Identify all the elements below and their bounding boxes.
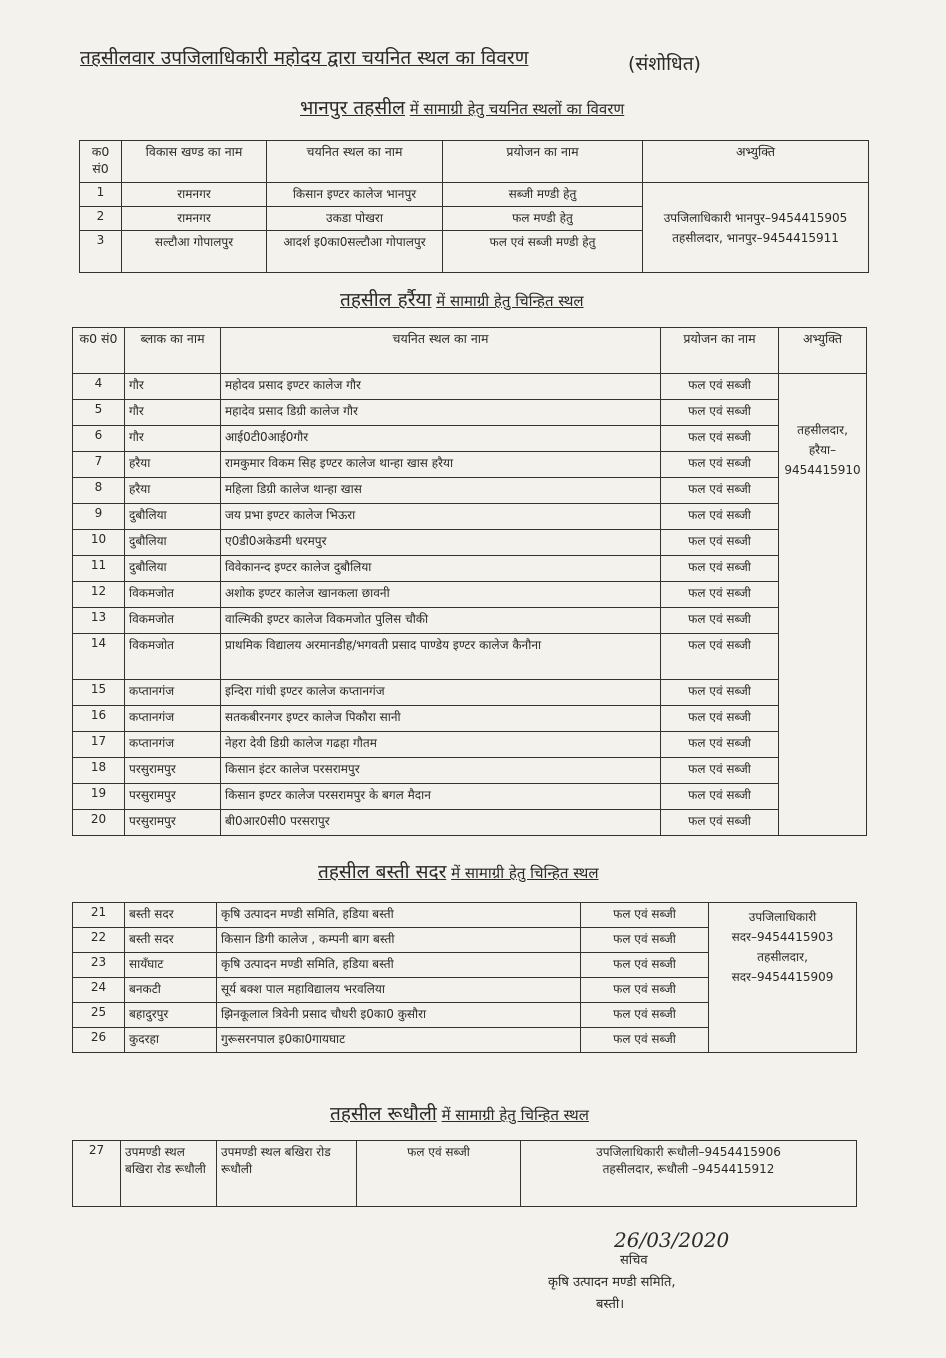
remarks-bhanpur: उपजिलाधिकारी भानपुर–9454415905 तहसीलदार, भानपुर–9454415911 [643, 183, 869, 273]
table-row: 9 दुबौलिया जय प्रभा इण्टर कालेज भिऊरा फल एवं सब्जी [73, 504, 867, 530]
table-row: 19 परसुरामपुर किसान इण्टर कालेज परसरामपुर के बगल मैदान फल एवं सब्जी [73, 784, 867, 810]
signature-org: कृषि उत्पादन मण्डी समिति, [548, 1275, 676, 1290]
table-row: 23 सायँघाट कृषि उत्पादन मण्डी समिति, हडिया बस्ती फल एवं सब्जी [73, 953, 857, 978]
table-row: 20 परसुरामपुर बी0आर0सी0 परसरापुर फल एवं सब्जी [73, 810, 867, 836]
section-title-harraiya: तहसील हर्रैया में सामाग्री हेतु चिन्हित स्थल [340, 289, 584, 311]
table-bhanpur [79, 140, 869, 273]
table-header-row: क0 सं0 विकास खण्ड का नाम चयनित स्थल का नाम प्रयोजन का नाम अभ्युक्ति [80, 141, 869, 183]
table-row: 7 हरैया रामकुमार विकम सिह इण्टर कालेज थान्हा खास हरैया फल एवं सब्जी [73, 452, 867, 478]
table-row: 5 गौर महादेव प्रसाद डिग्री कालेज गौर फल एवं सब्जी [73, 400, 867, 426]
table-row: 1 रामनगर किसान इण्टर कालेज भानपुर सब्जी मण्डी हेतु उपजिलाधिकारी भानपुर–9454415905 तहसीलदार, भानपुर–9454415911 [80, 183, 869, 207]
table-row: 22 बस्ती सदर किसान डिगी कालेज , कम्पनी बाग बस्ती फल एवं सब्जी [73, 928, 857, 953]
table-row: 16 कप्तानगंज सतकबीरनगर इण्टर कालेज पिकौरा सानी फल एवं सब्जी [73, 706, 867, 732]
table-row: 27 उपमण्डी स्थल बखिरा रोड रूधौली उपमण्डी स्थल बखिरा रोड रूधौली फल एवं सब्जी उपजिलाधिकारी रूधौली–9454415906 तहसीलदार, रूधौली –9454415912 [73, 1141, 857, 1207]
table-row: 8 हरैया महिला डिग्री कालेज थान्हा खास फल एवं सब्जी [73, 478, 867, 504]
table-row: 13 विकमजोत वाल्मिकी इण्टर कालेज विकमजोत पुलिस चौकी फल एवं सब्जी [73, 608, 867, 634]
revised-label: (संशोधित) [628, 53, 701, 75]
table-row: 24 बनकटी सूर्य बक्श पाल महाविद्यालय भरवलिया फल एवं सब्जी [73, 978, 857, 1003]
signature-place: बस्ती। [596, 1297, 625, 1312]
table-harraiya [72, 327, 867, 836]
table-row: 26 कुदरहा गुरूसरनपाल इ0का0गायघाट फल एवं सब्जी [73, 1028, 857, 1053]
remarks-rudhauli: उपजिलाधिकारी रूधौली–9454415906 तहसीलदार, रूधौली –9454415912 [521, 1141, 857, 1207]
table-row: 10 दुबौलिया ए0डी0अकेडमी धरमपुर फल एवं सब्जी [73, 530, 867, 556]
section-title-bhanpur: भानपुर तहसील में सामाग्री हेतु चयनित स्थलों का विवरण [300, 97, 625, 119]
table-basti [72, 902, 857, 1053]
table-row: 12 विकमजोत अशोक इण्टर कालेज खानकला छावनी फल एवं सब्जी [73, 582, 867, 608]
signature-designation: सचिव [620, 1253, 648, 1268]
table-row: 3 सल्टौआ गोपालपुर आदर्श इ0का0सल्टौआ गोपालपुर फल एवं सब्जी मण्डी हेतु [80, 231, 869, 273]
section-title-rudhauli: तहसील रूधौली में सामाग्री हेतु चिन्हित स्थल [330, 1103, 589, 1125]
table-row: 21 बस्ती सदर कृषि उत्पादन मण्डी समिति, हडिया बस्ती फल एवं सब्जी उपजिलाधिकारी सदर–9454415903 तहसीलदार, सदर–9454415909 [73, 903, 857, 928]
table-rudhauli [72, 1140, 857, 1207]
table-row: 4 गौर महोदव प्रसाद इण्टर कालेज गौर फल एवं सब्जी तहसीलदार, हरैया–9454415910 [73, 374, 867, 400]
table-row: 25 बहादुरपुर झिनकूलाल त्रिवेनी प्रसाद चौधरी इ0का0 कुसौरा फल एवं सब्जी [73, 1003, 857, 1028]
remarks-basti: उपजिलाधिकारी सदर–9454415903 तहसीलदार, सदर–9454415909 [709, 903, 857, 1053]
table-row: 6 गौर आई0टी0आई0गौर फल एवं सब्जी [73, 426, 867, 452]
table-header-row: क0 सं0 ब्लाक का नाम चयनित स्थल का नाम प्रयोजन का नाम अभ्युक्ति [73, 328, 867, 374]
table-row: 11 दुबौलिया विवेकानन्द इण्टर कालेज दुबौलिया फल एवं सब्जी [73, 556, 867, 582]
table-row: 2 रामनगर उकडा पोखरा फल मण्डी हेतु [80, 207, 869, 231]
remarks-harraiya: तहसीलदार, हरैया–9454415910 [779, 374, 867, 836]
section-title-basti: तहसील बस्ती सदर में सामाग्री हेतु चिन्हित स्थल [318, 861, 599, 883]
document-title: तहसीलवार उपजिलाधिकारी महोदय द्वारा चयनित स्थल का विवरण [80, 47, 529, 69]
handwritten-signature-date: 26/03/2020 [614, 1228, 730, 1252]
table-row: 15 कप्तानगंज इन्दिरा गांधी इण्टर कालेज कप्तानगंज फल एवं सब्जी [73, 680, 867, 706]
table-row: 14 विकमजोत प्राथमिक विद्यालय अरमानडीह/भगवती प्रसाद पाण्डेय इण्टर कालेज कैनौना फल एवं सब्जी [73, 634, 867, 680]
table-row: 17 कप्तानगंज नेहरा देवी डिग्री कालेज गढहा गौतम फल एवं सब्जी [73, 732, 867, 758]
table-row: 18 परसुरामपुर किसान इंटर कालेज परसरामपुर फल एवं सब्जी [73, 758, 867, 784]
